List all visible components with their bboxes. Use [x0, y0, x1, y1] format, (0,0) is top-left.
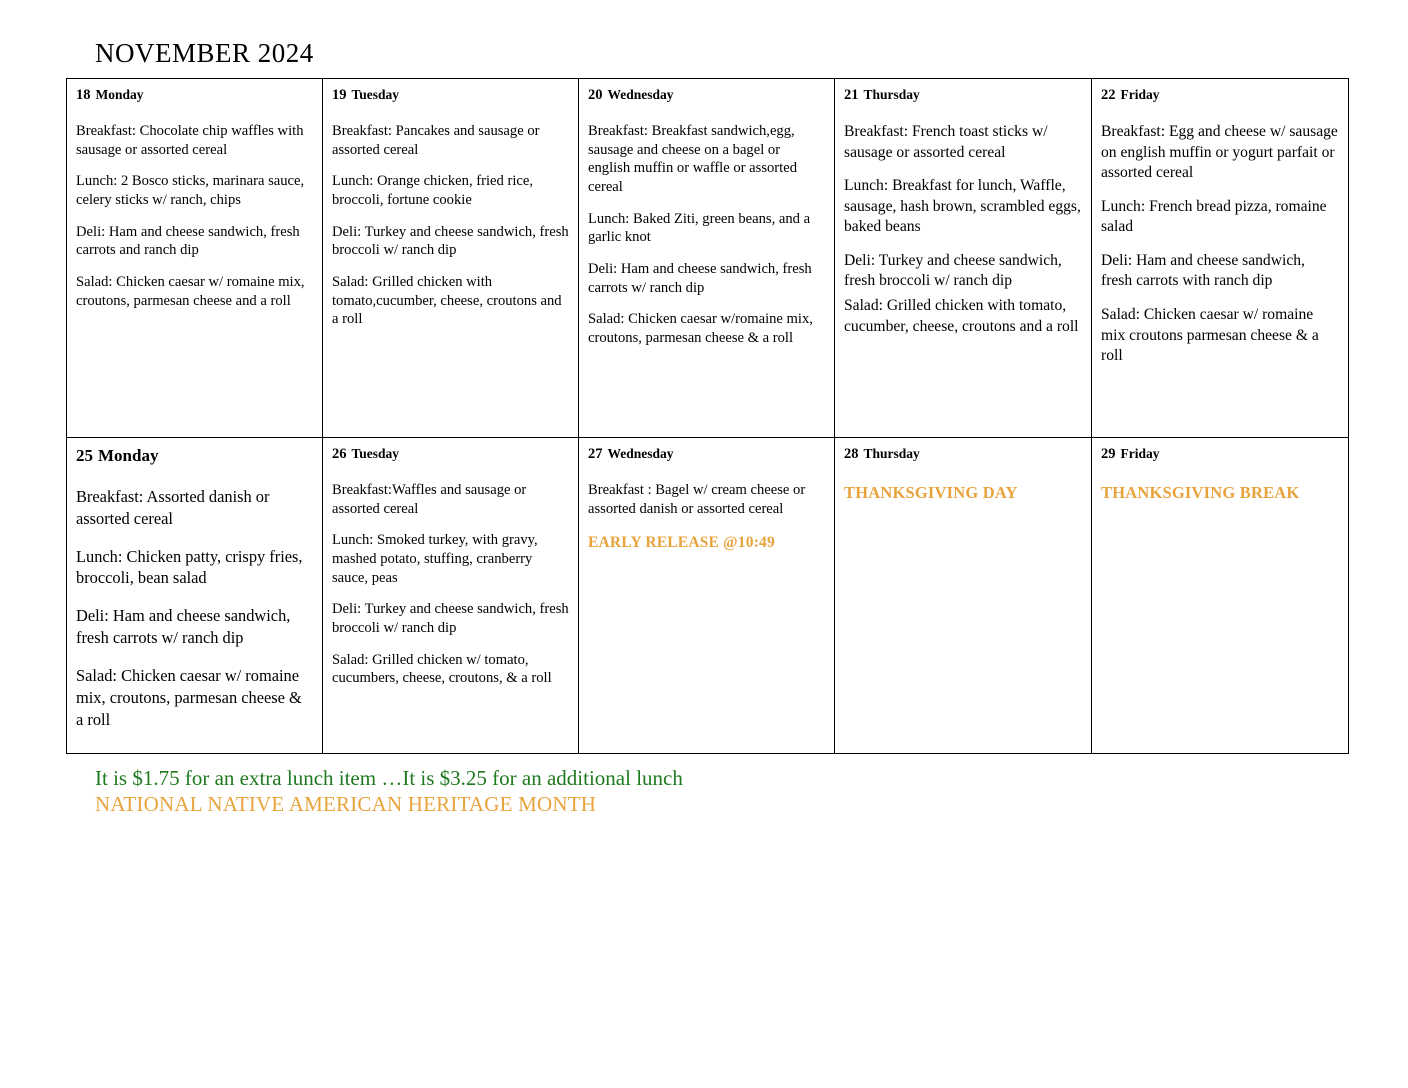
day-heading: 28 Thursday [844, 446, 920, 462]
holiday-notice: THANKSGIVING BREAK [1101, 483, 1300, 502]
meal-deli: Deli: Turkey and cheese sandwich, fresh broccoli w/ ranch dip [332, 601, 569, 637]
meal-lunch: Lunch: Smoked turkey, with gravy, mashed potato, stuffing, cranberry sauce, peas [332, 532, 538, 586]
meal-lunch: Lunch: French bread pizza, romaine salad [1101, 197, 1327, 236]
day-heading: 26 Tuesday [332, 446, 400, 462]
meal-breakfast: Breakfast: Chocolate chip waffles with sausage or assorted cereal [76, 123, 304, 158]
meal-deli: Deli: Ham and cheese sandwich, fresh carrots with ranch dip [1101, 251, 1305, 290]
meal-lunch: Lunch: Chicken patty, crispy fries, broccoli, bean salad [76, 546, 303, 588]
meal-deli: Deli: Ham and cheese sandwich, fresh carrots and ranch dip [76, 223, 300, 259]
meal-salad: Salad: Chicken caesar w/ romaine mix croutons parmesan cheese & a roll [1101, 306, 1319, 365]
extra-item-price-note: It is $1.75 for an extra lunch item …It is $3.25 for an additional lunch [95, 766, 683, 790]
early-release-notice: EARLY RELEASE @10:49 [588, 534, 775, 552]
day-heading: 21 Thursday [844, 87, 920, 103]
calendar-cell-21[interactable] [835, 79, 1092, 438]
day-heading: 18 Monday [76, 87, 144, 103]
meal-lunch: Lunch: Orange chicken, fried rice, broccoli, fortune cookie [332, 173, 533, 209]
calendar-cell-19[interactable] [323, 79, 579, 438]
meal-lunch: Lunch: Breakfast for lunch, Waffle, sausage, hash brown, scrambled eggs, baked beans [844, 177, 1081, 236]
day-heading: 25 Monday [76, 446, 159, 465]
meal-salad: Salad: Chicken caesar w/ romaine mix, croutons, parmesan cheese and a roll [76, 274, 305, 309]
calendar-cell-28[interactable] [835, 438, 1092, 754]
calendar-cell-18[interactable] [67, 79, 323, 438]
meal-salad: Salad: Grilled chicken with tomato, cucumber, cheese, croutons and a roll [844, 297, 1079, 335]
page-title: NOVEMBER 2024 [95, 38, 314, 68]
calendar-cell-29[interactable] [1092, 438, 1349, 754]
meal-breakfast: Breakfast: Breakfast sandwich,egg, sausage and cheese on a bagel or english muffin or waffle or assorted cereal [588, 123, 797, 196]
meal-breakfast: Breakfast: Assorted danish or assorted cereal [76, 487, 270, 528]
meal-breakfast: Breakfast: Pancakes and sausage or assorted cereal [332, 123, 540, 158]
day-heading: 22 Friday [1101, 87, 1160, 103]
meal-deli: Deli: Ham and cheese sandwich, fresh carrots w/ ranch dip [76, 606, 291, 648]
day-heading: 29 Friday [1101, 446, 1160, 462]
footer-notes [95, 765, 1345, 818]
day-heading: 20 Wednesday [588, 87, 674, 103]
meal-lunch: Lunch: Baked Ziti, green beans, and a garlic knot [588, 210, 811, 246]
meal-salad: Salad: Grilled chicken with tomato,cucumber, cheese, croutons and a roll [332, 274, 562, 328]
holiday-notice: THANKSGIVING DAY [844, 483, 1018, 502]
meal-deli: Deli: Ham and cheese sandwich, fresh carrots w/ ranch dip [588, 261, 812, 296]
calendar-week-row [67, 438, 1349, 754]
meal-breakfast: Breakfast: Egg and cheese w/ sausage on english muffin or yogurt parfait or assorted cereal [1101, 123, 1338, 182]
day-heading: 27 Wednesday [588, 446, 674, 462]
meal-deli: Deli: Turkey and cheese sandwich, fresh broccoli w/ ranch dip [332, 223, 569, 259]
meal-salad: Salad: Grilled chicken w/ tomato, cucumbers, cheese, croutons, & a roll [332, 651, 552, 687]
meal-deli: Deli: Turkey and cheese sandwich, fresh broccoli w/ ranch dip [844, 251, 1062, 290]
meal-breakfast: Breakfast: French toast sticks w/ sausage or assorted cereal [844, 123, 1048, 161]
meal-breakfast: Breakfast:Waffles and sausage or assorted cereal [332, 482, 527, 517]
calendar-week-row [67, 79, 1349, 438]
meal-salad: Salad: Chicken caesar w/ romaine mix, croutons, parmesan cheese & a roll [76, 665, 302, 729]
calendar-cell-27[interactable] [579, 438, 835, 754]
meal-salad: Salad: Chicken caesar w/romaine mix, croutons, parmesan cheese & a roll [588, 311, 813, 347]
calendar-cell-25[interactable] [67, 438, 323, 754]
calendar-cell-20[interactable] [579, 79, 835, 438]
day-heading: 19 Tuesday [332, 87, 400, 103]
meal-breakfast: Breakfast : Bagel w/ cream cheese or assorted danish or assorted cereal [588, 482, 806, 517]
meal-lunch: Lunch: 2 Bosco sticks, marinara sauce, celery sticks w/ ranch, chips [76, 173, 305, 209]
heritage-month-note: NATIONAL NATIVE AMERICAN HERITAGE MONTH [95, 792, 597, 817]
calendar-cell-26[interactable] [323, 438, 579, 754]
menu-calendar-table [66, 78, 1349, 754]
calendar-cell-22[interactable] [1092, 79, 1349, 438]
